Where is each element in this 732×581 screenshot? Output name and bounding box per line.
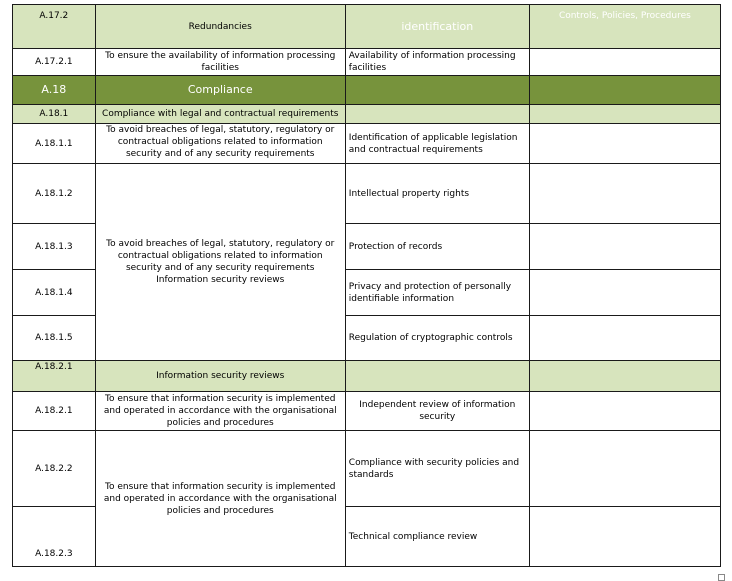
control-cell: [345, 361, 529, 392]
merged-objective-cell: [95, 164, 345, 361]
control-cell: Independent review of information security: [345, 392, 529, 431]
notes-cell: [529, 224, 720, 270]
objective-cell: Redundancies: [95, 5, 345, 49]
objective-cell: To ensure the availability of information processing facilities: [95, 49, 345, 76]
control-cell: Privacy and protection of personally identifiable information: [345, 270, 529, 316]
objective-cell: Compliance with legal and contractual requirements: [95, 105, 345, 124]
table-row: [13, 392, 721, 431]
table-row: [13, 124, 721, 164]
notes-cell: [529, 431, 720, 507]
notes-cell: [529, 124, 720, 164]
code-cell: A.17.2: [13, 5, 96, 49]
code-cell: A.18.2.1: [13, 392, 96, 431]
control-cell: Availability of information processing facilities: [345, 49, 529, 76]
code-cell: A.17.2.1: [13, 49, 96, 76]
code-cell: A.18.2.2: [13, 431, 96, 507]
code-cell: A.18.2.3: [13, 507, 96, 567]
objective-cell: To avoid breaches of legal, statutory, regulatory or contractual obligations related to information security and of any security requirements: [95, 124, 345, 164]
control-header-cell: identification: [345, 5, 529, 49]
control-cell: Technical compliance review: [345, 507, 529, 567]
notes-cell: [529, 164, 720, 224]
section-title-cell: Compliance: [95, 76, 345, 105]
code-cell: A.18.1.5: [13, 316, 96, 361]
merged-objective-subtext: Information security reviews: [156, 275, 285, 285]
control-cell: Intellectual property rights: [345, 164, 529, 224]
resize-handle[interactable]: [718, 574, 725, 581]
table-row: [13, 5, 721, 49]
notes-cell: [529, 49, 720, 76]
table-row: [13, 361, 721, 392]
code-cell: A.18.1.2: [13, 164, 96, 224]
objective-cell: To ensure that information security is implemented and operated in accordance with the organisational policies and procedures: [95, 392, 345, 431]
table-row: [13, 431, 721, 507]
table-row: [13, 105, 721, 124]
notes-cell: [529, 316, 720, 361]
notes-cell: [529, 507, 720, 567]
table-row: [13, 76, 721, 105]
control-cell: Protection of records: [345, 224, 529, 270]
objective-cell: Information security reviews: [95, 361, 345, 392]
code-cell: A.18.1: [13, 105, 96, 124]
section-code-cell: A.18: [13, 76, 96, 105]
code-cell: A.18.1.3: [13, 224, 96, 270]
notes-header-cell: Controls, Policies, Procedures: [529, 5, 720, 49]
code-cell: A.18.1.1: [13, 124, 96, 164]
compliance-table: [12, 4, 721, 567]
notes-cell: [529, 270, 720, 316]
control-cell: Regulation of cryptographic controls: [345, 316, 529, 361]
control-cell: Compliance with security policies and standards: [345, 431, 529, 507]
table-row: [13, 164, 721, 224]
section-control-cell: [345, 76, 529, 105]
notes-cell: [529, 361, 720, 392]
control-cell: [345, 105, 529, 124]
merged-objective-cell: To ensure that information security is implemented and operated in accordance with the organisational policies and procedures: [95, 431, 345, 567]
section-notes-cell: [529, 76, 720, 105]
control-cell: Identification of applicable legislation and contractual requirements: [345, 124, 529, 164]
table-row: [13, 49, 721, 76]
code-cell: A.18.1.4: [13, 270, 96, 316]
merged-objective-text: To avoid breaches of legal, statutory, regulatory or contractual obligations related to information security and of any security requirements: [106, 239, 335, 273]
notes-cell: [529, 392, 720, 431]
notes-cell: [529, 105, 720, 124]
code-cell: A.18.2.1: [13, 361, 96, 392]
